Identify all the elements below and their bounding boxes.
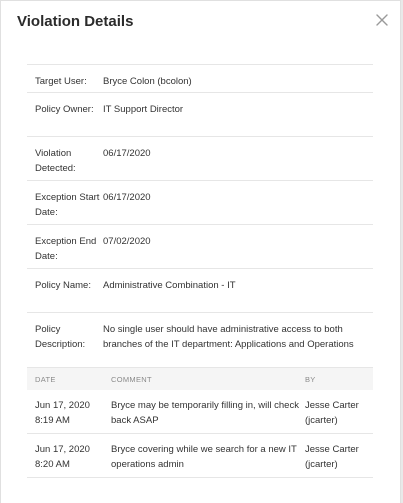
- close-button[interactable]: [373, 11, 391, 29]
- detail-label: Exception Start Date:: [35, 192, 100, 218]
- close-icon: [373, 11, 391, 29]
- detail-label: Policy Description:: [35, 324, 86, 350]
- cell-date: Jun 17, 2020 8:20 AM: [35, 444, 90, 470]
- detail-label: Violation Detected:: [35, 148, 76, 174]
- detail-value: IT Support Director: [103, 104, 184, 115]
- comment-history-table: [27, 368, 373, 478]
- detail-label: Target User:: [35, 76, 87, 87]
- cell-comment: Bryce covering while we search for a new IT operations admin: [111, 444, 297, 470]
- detail-label: Policy Name:: [35, 280, 91, 291]
- table-header: [27, 368, 373, 390]
- detail-row-policy-owner: [27, 92, 373, 136]
- cell-comment: Bryce may be temporarily filling in, will check back ASAP: [111, 400, 299, 426]
- detail-label: Exception End Date:: [35, 236, 97, 262]
- detail-row-policy-name: [27, 268, 373, 312]
- detail-row-policy-description: [27, 312, 373, 368]
- detail-row-violation-detected: [27, 136, 373, 180]
- cell-by: Jesse Carter (jcarter): [305, 444, 359, 470]
- detail-value: Administrative Combination - IT: [103, 280, 236, 291]
- dialog-title: Violation Details: [17, 13, 134, 30]
- column-header-by: BY: [305, 374, 316, 384]
- cell-date: Jun 17, 2020 8:19 AM: [35, 400, 90, 426]
- detail-value: 06/17/2020: [103, 148, 151, 159]
- detail-value: 06/17/2020: [103, 192, 151, 203]
- column-header-date: DATE: [35, 374, 56, 384]
- detail-value: Bryce Colon (bcolon): [103, 76, 192, 87]
- detail-row-exception-end: [27, 224, 373, 268]
- cell-by: Jesse Carter (jcarter): [305, 400, 359, 426]
- detail-value: No single user should have administrative access to both branches of the IT department: Applications and Operations: [103, 324, 354, 350]
- table-row: [27, 434, 373, 478]
- detail-row-exception-start: [27, 180, 373, 224]
- details-list: [27, 64, 373, 368]
- column-header-comment: COMMENT: [111, 374, 152, 384]
- detail-value: 07/02/2020: [103, 236, 151, 247]
- detail-label: Policy Owner:: [35, 104, 94, 115]
- detail-row-target-user: [27, 64, 373, 92]
- table-row: [27, 390, 373, 434]
